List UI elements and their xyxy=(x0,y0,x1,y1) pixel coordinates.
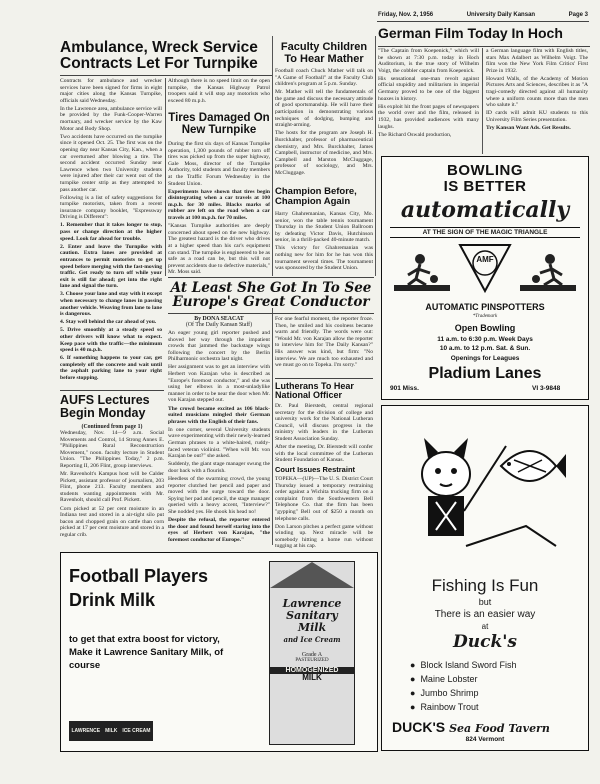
milk-body: to get that extra boost for victory, Make it Lawrence Sanitary Milk, of course xyxy=(69,634,224,671)
paragraph: In one corner, several University students wave experimenting with their newly-learned German phrases to a white-haired, ruddy-faced veteran violinist. "When will Mr. von Karajan be out?" she asked. xyxy=(168,426,270,460)
milk-band-text: LAWRENCE xyxy=(71,728,101,734)
tagline: Try Kansan Want Ads. Get Results. xyxy=(486,125,571,132)
lutherans-body xyxy=(275,403,373,465)
bowling-address: 901 Miss. xyxy=(390,385,419,392)
aufs-headline: AUFS Lectures Begin Monday xyxy=(60,393,150,421)
bowling-leagues: Openings for Leagues xyxy=(450,355,520,362)
paragraph: Don Larson pitches a perfect game without winding up. Next miracle will be somebody hitting a home run without tugging at his cap. xyxy=(275,523,373,550)
milk-headline2: Drink Milk xyxy=(69,590,156,610)
europe-col1 xyxy=(168,316,270,545)
europe-byline: By DONA SEACAT xyxy=(194,316,244,322)
paragraph: The crowd became excited as 106 black-suited musicians mingled their German phrases with the English of their fans. xyxy=(168,405,270,425)
paragraph: 2. Enter and leave the Turnpike with caution. Extra lanes are provided at entrances to permit motorists to get up speed before merging with the fast-moving traffic. Get ready to turn off while your exit is still far ahead; get into the right lane and signal the turn. xyxy=(60,243,162,290)
paragraph: Contracts for ambulance and wrecker services have been signed for firms in eight major cities along the Kansas Turnpike, officials said Wednesday. xyxy=(60,78,162,104)
bowling-hours1: 11 a.m. to 6:30 p.m. Week Days xyxy=(437,336,533,343)
court-body xyxy=(275,476,373,552)
ducks-tavern-name: DUCK'S xyxy=(392,719,446,735)
paragraph: Dr. Paul Bierstedt, central regional secretary for the division of college and university work for the National Lutheran Council, will discuss progress in the ministry with leaders in the Lutheran Student Association Sunday. xyxy=(275,403,373,442)
paragraph: Two accidents have occurred on the turnpike since it opened Oct. 25. The first was on the opening day near Kansas City, Kan., when a car overturned after blowing a tire. The second accident occurred Sunday near Lawrence when two University students were injured after their car went out of the turnpike center strip as they attempted to pass another car. xyxy=(60,133,162,193)
carton-text: MILK xyxy=(302,673,322,683)
aufs-continued: (Continued from page 1) xyxy=(81,424,143,430)
paragraph: Although there is no speed limit on the open turnpike, the Kansas Highway Patrol troopers said it will stop any motorists who exceed 80 m.p.h. xyxy=(168,78,270,104)
ducks-menu-item: ● Jumbo Shrimp xyxy=(410,686,580,700)
paragraph: Mr. Mather will tell the fundamentals of the game and discuss the necessary attitude of good sportsmanship. He will have their participation in demonstrating various techniques of dodging, bumping and straight-arming. xyxy=(275,89,373,129)
bowling-pinspotters: AUTOMATIC PINSPOTTERS xyxy=(425,302,545,312)
paragraph: This victory for Ghahremanian was nothing new for him for he has won this tournament several times. The tournament was sponsored by the Student Union. xyxy=(275,245,373,272)
ducks-line4: at xyxy=(481,622,489,631)
paragraph: An eager young girl reporter pushed and shoved her way through the impatient crowds that jammed the backstage wings following the concert by the Berlin Philharmonic orchestra last night. xyxy=(168,330,270,363)
paragraph: Harry Ghahremanian, Kansas City, Mo. senior, won the table tennis tournament Thursday in the Student Union Ballroom by defeating Victor Davis, Hutchinson senior, in a thrill-packed 40-minute match. xyxy=(275,211,373,244)
ducks-line2: but xyxy=(478,597,492,607)
bowling-ad xyxy=(381,156,589,400)
paragraph: 3. Choose your lane and stay with it except when necessary to change lanes in passing another vehicle. Weaving from lane to lane is dangerous. xyxy=(60,291,162,318)
paragraph: His exploit hit the front pages of newspapers the world over and the film, released in 1932, has provided audiences with many laughs. xyxy=(378,103,479,130)
milk-truck-band xyxy=(69,721,153,741)
paragraph: 4. Stay well behind the car ahead of you. xyxy=(60,319,157,326)
court-headline: Court Issues Restraint xyxy=(275,465,356,474)
milk-band-text: ICE CREAM xyxy=(122,728,151,734)
bowling-phone: VI 3-9848 xyxy=(532,385,561,392)
ducks-ad xyxy=(381,405,589,751)
bowling-open: Open Bowling xyxy=(454,323,516,333)
paragraph: Wednesday, Nov. 14—9 a.m. Social Movements and Control, 14 Strong Annex E. "Philippines Rural Reconstruction Movement," noon. faculty lecture in Student Union. "The Philippines Today," 2 p.m. Reporting II, 206 Flint, group interviews. xyxy=(60,430,164,469)
german-headline: German Film Today In Hoch xyxy=(378,25,563,41)
carton-text: Sanitary xyxy=(286,609,338,622)
carton-text: Milk xyxy=(297,621,327,634)
ducks-line1: Fishing Is Fun xyxy=(431,576,539,595)
ducks-script-name: Duck's xyxy=(452,632,517,652)
carton-text: PASTEURIZED xyxy=(295,658,329,663)
paragraph: "The Captain from Koepenick," which will be shown at 7:30 p.m. today in Hoch Auditorium, is the true story of Wilhelm Voigt, the cobbler captain from Koepenick. xyxy=(378,48,479,74)
ducks-tavern-subtitle: Sea Food Tavern xyxy=(449,722,550,735)
bowling-sign: AT THE SIGN OF THE MAGIC TRIANGLE xyxy=(390,227,580,238)
paragraph: 1. Remember that it takes longer to stop, pass or change direction at the higher speed. Look far ahead for trouble. xyxy=(60,222,162,242)
header-date: Friday, Nov. 2, 1956 xyxy=(378,12,434,18)
paragraph: His sensational one-man revolt against official stupidity and militarism in imperial Germany proved to be one of the biggest hoaxes in history. xyxy=(378,75,479,102)
header-page: Page 3 xyxy=(568,12,588,18)
ducks-menu-item: ● Rainbow Trout xyxy=(410,700,580,714)
champion-headline: Champion Before, Champion Again xyxy=(275,186,357,207)
tires-body xyxy=(168,141,270,277)
bowling-name: Pladium Lanes xyxy=(428,365,542,382)
paragraph: Howard Walls, of the Academy of Motion Pictures Arts and Sciences, describes it as "A tragi-comedy directed against all humanity where a uniform counts more than the men who salute it." xyxy=(486,75,588,109)
paragraph: Experiments have shown that tires begin disintegrating when a car travels at 100 m.p.h. for 30 miles. Blacks marks of rubber are left on the road when a car travels at 100 m.p.h. for 70 miles. xyxy=(168,188,270,222)
champion-body xyxy=(275,211,373,273)
running-header xyxy=(378,12,588,18)
paragraph: The hosts for the program are Joseph H. Burckhalter, professor of pharmaceutical chemistry, and Mrs. Burckhalter, James Campbell, instructor of medicine, and Mrs. Campbell and Marston McCluggage, professor of sociology, and Mrs. McCluggage. xyxy=(275,130,373,176)
tires-headline: Tires Damaged On New Turnpike xyxy=(168,112,270,137)
bowling-line1: BOWLING xyxy=(447,162,523,179)
ducks-menu-item: ● Block Island Sword Fish xyxy=(410,658,580,672)
german-col2 xyxy=(486,48,588,133)
paragraph: For one fearful moment, the reporter froze. Then, he smiled and his coolness became warm and friendly. The words were out: "Would Mr. von Karajan allow the reporter to interview him for The Daily Kansan?" His answer was kind, but firm: "No interview. We are much too exhausted and we must go on to Topeka. I'm sorry." xyxy=(275,316,373,369)
paragraph: During the first six days of Kansas Turnpike operation, 1,300 pounds of rubber torn off tires was picked up from the super highway, Gale Moss, director of the Turnpike Authority, told students and faculty members at the Traffic Forum Wednesday in the Student Union. xyxy=(168,141,270,187)
paragraph: TOPEKA—(UP)—The U. S. District Court Thursday issued a temporary restraining order against a Wichita trucking firm on a complaint from the Southwestern Bell Telephone Co. that the firm has been "gypping" Bell out of $250 a month on telephone calls. xyxy=(275,476,373,522)
ducks-menu-item: ● Maine Lobster xyxy=(410,672,580,686)
bowling-line2: IS BETTER xyxy=(443,177,527,195)
faculty-body xyxy=(275,68,373,178)
paragraph: Heedless of the swarming crowd, the young reporter clutched her pencil and paper and moved with the surge toward the door. Spying her pad and pencil, the stage manager queried with a heavy accent, "Interview?" She nodded yes. He shook his head no! xyxy=(168,475,270,515)
paragraph: "Kansas Turnpike authorities are deeply concerned about speed on the new highway. The greatest hazard is the driver who drives at a higher speed than his car's equipment can stand. The turnpike is engineered to be as safe as a road can be, but this will not prevent accidents due to defective materials," Mr. Moss said. xyxy=(168,223,270,276)
paragraph: 5. Drive smoothly at a steady speed so other drivers will know what to expect. Keep pace with the traffic—the minimum speed is 40 m.p.h. xyxy=(60,327,162,354)
bowlers-illustration xyxy=(390,239,580,301)
paragraph: In the Lawrence area, ambulance service will be provided by the Funk-Cooper-Warren mortuary, and wrecker service by the Kaw Motor and Body Shop. xyxy=(60,105,162,132)
aufs-body xyxy=(60,424,164,540)
german-col1 xyxy=(378,48,479,140)
milk-headline1: Football Players xyxy=(69,566,209,586)
header-paper: University Daily Kansan xyxy=(466,12,536,18)
carton-text: Lawrence xyxy=(282,597,342,610)
europe-col2 xyxy=(275,316,373,370)
paragraph: 6. If something happens to your car, get completely off the concrete and wait until the asphalt parking lane to your right before stopping. xyxy=(60,355,162,382)
milk-band-text: MILK xyxy=(105,728,118,734)
bowling-line3: automatically xyxy=(400,196,570,223)
paragraph: Following is a list of safety suggestions for turnpike motorists, taken from a recent insurance company booklet, "Expressway Driving is Different": xyxy=(60,194,162,221)
paragraph: Mr. Ravenholt's Kampus host will be Calder Pickett, assistant professor of journalism, 203 Flint, phone 213. Faculty members and students wanting appointments with Mr. Ravenholt, should call Prof. Pickett. xyxy=(60,471,164,504)
paragraph: After the meeting, Dr. Bierstedt will confer with the local committee of the Lutheran Student Foundation of Kansas. xyxy=(275,444,373,464)
carton-text: Grade A xyxy=(301,652,323,658)
bowling-hours2: 10 a.m. to 12 p.m. Sat. & Sun. xyxy=(439,345,531,352)
europe-headline: At Least She Got In To See Europe's Great Conductor xyxy=(170,280,372,311)
carton-text: HOMOGENIZED xyxy=(270,667,354,674)
paragraph: Despite the refusal, the reporter entered the door and found herself staring into the eyes of Herbert von Karajan, "the foremost conductor of Europe." xyxy=(168,517,270,543)
lutherans-headline: Lutherans To Hear National Officer xyxy=(275,381,354,401)
paragraph: ID cards will admit KU students to this University Film Series presentation. xyxy=(486,110,588,123)
ambulance-col2 xyxy=(168,78,270,106)
ambulance-headline: Ambulance, Wreck Service Contracts Let For Turnpike xyxy=(60,39,258,73)
paragraph: The Richard Oswald production, xyxy=(378,131,452,138)
carton-text: and Ice Cream xyxy=(283,635,341,644)
ducks-line3: There is an easier way xyxy=(434,609,536,620)
paragraph: Suddenly, the giant stage manager swung the door back with a flourish. xyxy=(168,461,270,474)
paragraph: Football coach Chuck Mather will talk on "A Game of Football" at the Faculty Club children's program at 5 p.m. Sunday. xyxy=(275,68,373,88)
europe-byline-staff: (Of The Daily Kansan Staff) xyxy=(185,322,253,328)
ducks-tavern xyxy=(392,719,582,737)
faculty-headline: Faculty Children To Hear Mather xyxy=(280,41,368,65)
ambulance-col1 xyxy=(60,78,162,383)
milk-ad xyxy=(60,552,378,752)
ducks-address: 824 Vermont xyxy=(465,736,505,743)
amf-logo: AMF xyxy=(476,255,494,264)
paragraph: Her assignment was to get an interview with Herbert von Karajan who is described as "Europe's foremost conductor," and she was using her elbows in a most-unladylike manner in order to be near the door when Mr. von Karajan stepped out. xyxy=(168,364,270,404)
fisherman-cat-illustration xyxy=(406,416,566,556)
paragraph: a German language film with English titles, stars Max Adalbert as Wilhelm Voigt. The film won the New York Film Critics' First Prize in 1932. xyxy=(486,48,588,74)
bowling-trademark: *Trademark xyxy=(472,314,498,319)
paragraph: Corn picked at 52 per cent moisture in an Indiana test and stored in a air-tight silo put bacon and chopped grain on cattle than corn picked at 17 per cent moisture and stored in a regular crib. xyxy=(60,505,164,538)
ducks-menu xyxy=(410,658,580,714)
milk-carton xyxy=(269,561,355,745)
